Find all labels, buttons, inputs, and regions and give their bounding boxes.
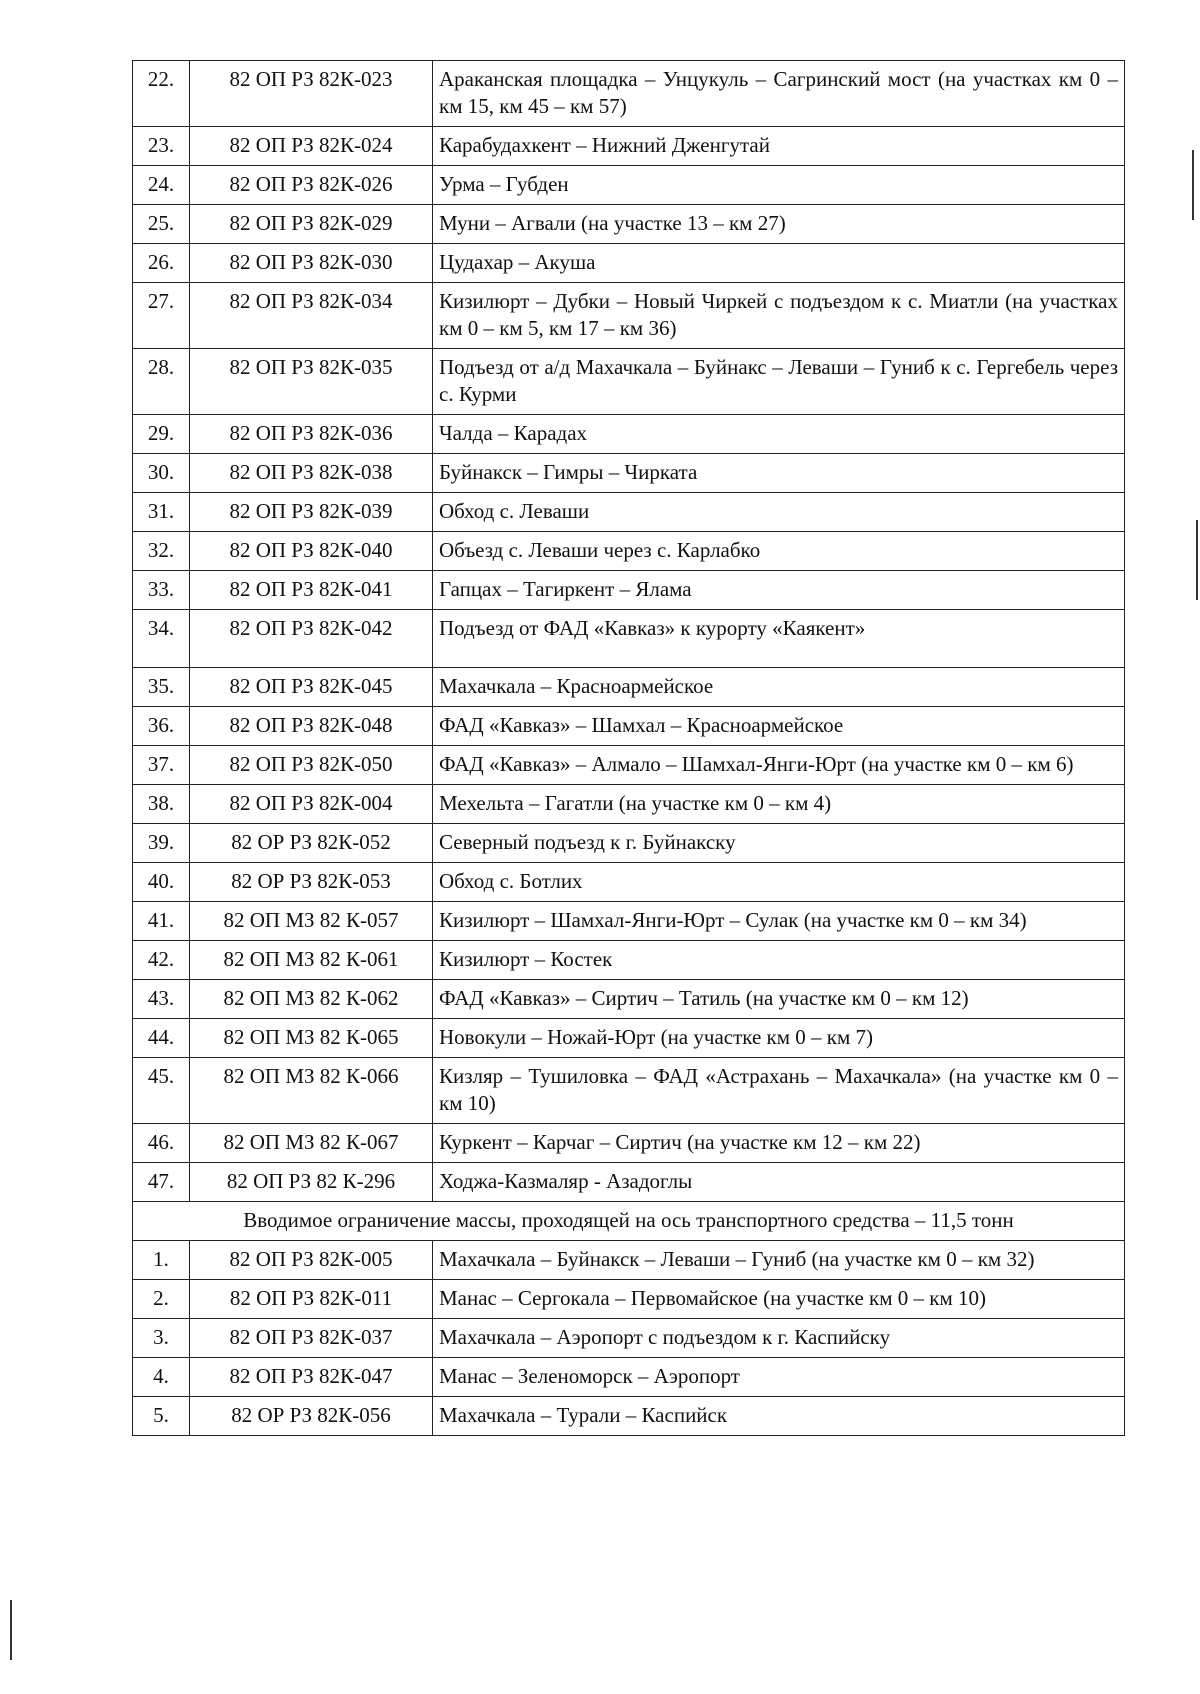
road-name: Махачкала – Аэропорт с подъездом к г. Каспийску [433,1319,1125,1358]
row-number: 3. [133,1319,190,1358]
row-number: 41. [133,902,190,941]
road-name: Кизилюрт – Шамхал-Янги-Юрт – Сулак (на участке км 0 – км 34) [433,902,1125,941]
road-name: Махачкала – Красноармейское [433,668,1125,707]
road-name: Буйнакск – Гимры – Чирката [433,454,1125,493]
road-code: 82 ОП РЗ 82К-045 [190,668,433,707]
road-code: 82 ОП РЗ 82К-023 [190,61,433,127]
table-row [133,785,1125,824]
road-name: Манас – Сергокала – Первомайское (на участке км 0 – км 10) [433,1280,1125,1319]
road-name: Карабудахкент – Нижний Дженгутай [433,127,1125,166]
row-number: 46. [133,1124,190,1163]
road-code: 82 ОП РЗ 82К-004 [190,785,433,824]
road-code: 82 ОП РЗ 82К-047 [190,1358,433,1397]
table-row [133,244,1125,283]
road-name: Обход с. Леваши [433,493,1125,532]
road-code: 82 ОП МЗ 82 К-067 [190,1124,433,1163]
table-row [133,824,1125,863]
row-number: 40. [133,863,190,902]
table-row [133,493,1125,532]
road-code: 82 ОП РЗ 82 К-296 [190,1163,433,1202]
section-header-group [133,1202,1125,1241]
table-row [133,571,1125,610]
roads-table-body-primary [133,61,1125,1202]
row-number: 38. [133,785,190,824]
road-code: 82 ОП РЗ 82К-026 [190,166,433,205]
road-name: Мехельта – Гагатли (на участке км 0 – км 4) [433,785,1125,824]
row-number: 28. [133,349,190,415]
row-number: 37. [133,746,190,785]
table-row [133,668,1125,707]
row-number: 22. [133,61,190,127]
road-code: 82 ОП РЗ 82К-011 [190,1280,433,1319]
row-number: 34. [133,610,190,668]
road-name: Подъезд от а/д Махачкала – Буйнакс – Леваши – Гуниб к с. Гергебель через с. Курми [433,349,1125,415]
row-number: 5. [133,1397,190,1436]
road-name: Гапцах – Тагиркент – Ялама [433,571,1125,610]
road-code: 82 ОП МЗ 82 К-061 [190,941,433,980]
table-row [133,707,1125,746]
row-number: 27. [133,283,190,349]
road-code: 82 ОП МЗ 82 К-066 [190,1058,433,1124]
road-name: Кизилюрт – Костек [433,941,1125,980]
table-row [133,1019,1125,1058]
road-code: 82 ОП МЗ 82 К-062 [190,980,433,1019]
table-row [133,863,1125,902]
road-code: 82 ОП РЗ 82К-005 [190,1241,433,1280]
road-code: 82 ОП РЗ 82К-038 [190,454,433,493]
road-name: Куркент – Карчаг – Сиртич (на участке км 12 – км 22) [433,1124,1125,1163]
scan-edge-mark [1196,520,1198,600]
row-number: 32. [133,532,190,571]
road-name: Манас – Зеленоморск – Аэропорт [433,1358,1125,1397]
row-number: 29. [133,415,190,454]
row-number: 33. [133,571,190,610]
road-code: 82 ОП РЗ 82К-030 [190,244,433,283]
road-name: Подъезд от ФАД «Кавказ» к курорту «Каякент» [433,610,1125,668]
road-code: 82 ОП МЗ 82 К-057 [190,902,433,941]
road-code: 82 ОП РЗ 82К-048 [190,707,433,746]
road-name: Кизляр – Тушиловка – ФАД «Астрахань – Махачкала» (на участке км 0 – км 10) [433,1058,1125,1124]
table-row [133,205,1125,244]
road-name: Северный подъезд к г. Буйнакску [433,824,1125,863]
section-title: Вводимое ограничение массы, проходящей на ось транспортного средства – 11,5 тонн [133,1202,1125,1241]
row-number: 44. [133,1019,190,1058]
road-name: ФАД «Кавказ» – Алмало – Шамхал-Янги-Юрт (на участке км 0 – км 6) [433,746,1125,785]
road-name: ФАД «Кавказ» – Сиртич – Татиль (на участке км 0 – км 12) [433,980,1125,1019]
table-row [133,1397,1125,1436]
row-number: 45. [133,1058,190,1124]
road-name: Чалда – Карадах [433,415,1125,454]
table-row [133,1058,1125,1124]
table-row [133,610,1125,668]
table-row [133,61,1125,127]
table-row [133,283,1125,349]
road-code: 82 ОП РЗ 82К-037 [190,1319,433,1358]
road-name: Урма – Губден [433,166,1125,205]
road-code: 82 ОР РЗ 82К-056 [190,1397,433,1436]
road-code: 82 ОП РЗ 82К-034 [190,283,433,349]
row-number: 30. [133,454,190,493]
road-name: Цудахар – Акуша [433,244,1125,283]
road-code: 82 ОП РЗ 82К-042 [190,610,433,668]
row-number: 23. [133,127,190,166]
road-code: 82 ОП РЗ 82К-041 [190,571,433,610]
table-row [133,746,1125,785]
table-row [133,902,1125,941]
table-row [133,127,1125,166]
road-name: Ходжа-Казмаляр - Азадоглы [433,1163,1125,1202]
row-number: 4. [133,1358,190,1397]
scan-edge-mark [1192,150,1194,220]
row-number: 2. [133,1280,190,1319]
row-number: 26. [133,244,190,283]
road-code: 82 ОП РЗ 82К-039 [190,493,433,532]
table-row [133,349,1125,415]
road-code: 82 ОП РЗ 82К-036 [190,415,433,454]
table-row [133,1163,1125,1202]
table-row [133,1124,1125,1163]
row-number: 47. [133,1163,190,1202]
road-name: Обход с. Ботлих [433,863,1125,902]
road-code: 82 ОП РЗ 82К-024 [190,127,433,166]
row-number: 39. [133,824,190,863]
road-name: Объезд с. Леваши через с. Карлабко [433,532,1125,571]
row-number: 1. [133,1241,190,1280]
table-row [133,166,1125,205]
row-number: 43. [133,980,190,1019]
table-row [133,415,1125,454]
road-name: Кизилюрт – Дубки – Новый Чиркей с подъездом к с. Миатли (на участках км 0 – км 5, км 17 – км 36) [433,283,1125,349]
table-row [133,454,1125,493]
table-row [133,1241,1125,1280]
roads-table [132,60,1125,1436]
row-number: 24. [133,166,190,205]
row-number: 31. [133,493,190,532]
road-code: 82 ОП РЗ 82К-029 [190,205,433,244]
road-code: 82 ОР РЗ 82К-053 [190,863,433,902]
table-row [133,941,1125,980]
road-name: Махачкала – Буйнакск – Леваши – Гуниб (на участке км 0 – км 32) [433,1241,1125,1280]
road-code: 82 ОП РЗ 82К-050 [190,746,433,785]
table-row [133,532,1125,571]
road-name: ФАД «Кавказ» – Шамхал – Красноармейское [433,707,1125,746]
section-header-row [133,1202,1125,1241]
road-name: Араканская площадка – Унцукуль – Сагринский мост (на участках км 0 – км 15, км 45 – км 57) [433,61,1125,127]
table-row [133,980,1125,1019]
roads-table-body-secondary [133,1241,1125,1436]
road-code: 82 ОП МЗ 82 К-065 [190,1019,433,1058]
row-number: 25. [133,205,190,244]
row-number: 42. [133,941,190,980]
road-code: 82 ОП РЗ 82К-035 [190,349,433,415]
row-number: 36. [133,707,190,746]
table-row [133,1280,1125,1319]
row-number: 35. [133,668,190,707]
road-name: Новокули – Ножай-Юрт (на участке км 0 – км 7) [433,1019,1125,1058]
scan-edge-mark [10,1600,12,1660]
road-code: 82 ОР РЗ 82К-052 [190,824,433,863]
table-row [133,1319,1125,1358]
road-name: Махачкала – Турали – Каспийск [433,1397,1125,1436]
road-name: Муни – Агвали (на участке 13 – км 27) [433,205,1125,244]
table-row [133,1358,1125,1397]
road-code: 82 ОП РЗ 82К-040 [190,532,433,571]
